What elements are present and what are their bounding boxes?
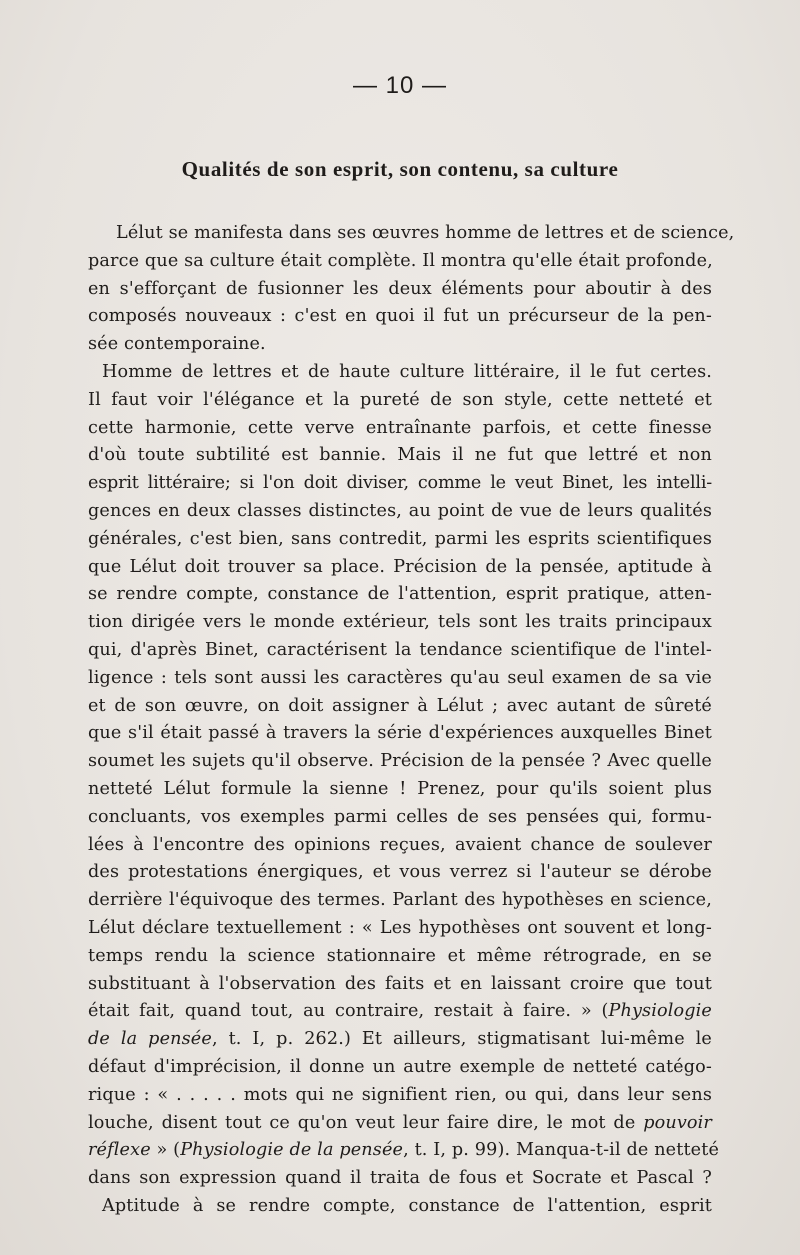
body-text bbox=[88, 220, 735, 1221]
text-run: » ( bbox=[150, 1140, 181, 1161]
text-line: et de son œuvre, on doit assigner à Lélut ; avec autant de sûreté bbox=[88, 695, 712, 716]
text-line: rique : « . . . . . mots qui ne signifient rien, ou qui, dans leur sens bbox=[88, 1084, 712, 1105]
text-line: que s'il était passé à travers la série d'expériences auxquelles Binet bbox=[88, 723, 712, 744]
text-line: concluants, vos exemples parmi celles de ses pensées qui, formu- bbox=[88, 806, 712, 827]
italic-title: de la pensée bbox=[88, 1029, 212, 1050]
text-line: des protestations énergiques, et vous verrez si l'auteur se dérobe bbox=[88, 862, 712, 883]
text-line: soumet les sujets qu'il observe. Précision de la pensée ? Avec quelle bbox=[88, 751, 712, 772]
text-line: dans son expression quand il traita de fous et Socrate et Pascal ? bbox=[88, 1168, 712, 1189]
text-run: , t. I, p. 262.) Et ailleurs, stigmatisant lui-même le bbox=[211, 1029, 712, 1050]
chapter-title: Qualités de son esprit, son contenu, sa culture bbox=[181, 157, 619, 181]
text-line: derrière l'équivoque des termes. Parlant des hypothèses en science, bbox=[88, 890, 712, 911]
text-run: était fait, quand tout, au contraire, restait à faire. » ( bbox=[88, 1001, 609, 1022]
text-line bbox=[88, 998, 712, 1026]
text-line: gences en deux classes distinctes, au point de vue de leurs qualités bbox=[88, 500, 712, 521]
text-line: Aptitude à se rendre compte, constance de l'attention, esprit bbox=[102, 1195, 712, 1216]
text-line: netteté Lélut formule la sienne ! Prenez, pour qu'ils soient plus bbox=[88, 778, 712, 799]
text-line: esprit littéraire; si l'on doit diviser, comme le veut Binet, les intelli- bbox=[88, 473, 712, 494]
text-run: louche, disent tout ce qu'on veut leur faire dire, le mot de bbox=[88, 1112, 644, 1133]
text-run: , t. I, p. 99). Manqua-t-il de netteté bbox=[403, 1140, 720, 1161]
text-line: que Lélut doit trouver sa place. Précision de la pensée, aptitude à bbox=[88, 556, 712, 577]
italic-term: pouvoir bbox=[643, 1112, 712, 1133]
text-line: qui, d'après Binet, caractérisent la tendance scientifique de l'intel- bbox=[88, 639, 712, 660]
text-line: se rendre compte, constance de l'attention, esprit pratique, atten- bbox=[88, 584, 712, 605]
page-number: — 10 — bbox=[352, 72, 448, 99]
text-line bbox=[88, 1110, 712, 1138]
italic-title: Physiologie de la pensée bbox=[180, 1140, 404, 1161]
text-line: défaut d'imprécision, il donne un autre exemple de netteté catégo- bbox=[88, 1056, 712, 1077]
text-line: Lélut se manifesta dans ses œuvres homme de lettres et de science, bbox=[116, 223, 735, 243]
text-line: Homme de lettres et de haute culture littéraire, il le fut certes. bbox=[102, 361, 712, 382]
text-line: substituant à l'observation des faits et en laissant croire que tout bbox=[88, 973, 712, 994]
text-line: sée contemporaine. bbox=[88, 334, 266, 355]
text-line: Il faut voir l'élégance et la pureté de son style, cette netteté et bbox=[88, 389, 712, 410]
text-line: lées à l'encontre des opinions reçues, avaient chance de soulever bbox=[88, 834, 712, 855]
italic-title: Physiologie bbox=[608, 1001, 712, 1022]
text-line: Lélut déclare textuellement : « Les hypothèses ont souvent et long- bbox=[88, 917, 712, 938]
text-line: en s'efforçant de fusionner les deux éléments pour aboutir à des bbox=[88, 278, 712, 299]
text-line: tion dirigée vers le monde extérieur, tels sont les traits principaux bbox=[88, 612, 712, 633]
text-line: générales, c'est bien, sans contredit, parmi les esprits scientifiques bbox=[88, 528, 712, 549]
text-line: ligence : tels sont aussi les caractères qu'au seul examen de sa vie bbox=[88, 667, 712, 688]
text-line: cette harmonie, cette verve entraînante parfois, et cette finesse bbox=[88, 417, 712, 438]
text-line: d'où toute subtilité est bannie. Mais il ne fut que lettré et non bbox=[88, 445, 712, 466]
text-line: composés nouveaux : c'est en quoi il fut un précurseur de la pen- bbox=[88, 306, 712, 327]
italic-term: réflexe bbox=[88, 1140, 151, 1161]
text-line: parce que sa culture était complète. Il montra qu'elle était profonde, bbox=[88, 250, 713, 271]
text-line: temps rendu la science stationnaire et même rétrograde, en se bbox=[88, 945, 712, 966]
text-line bbox=[88, 1137, 720, 1165]
text-line bbox=[88, 1026, 712, 1054]
